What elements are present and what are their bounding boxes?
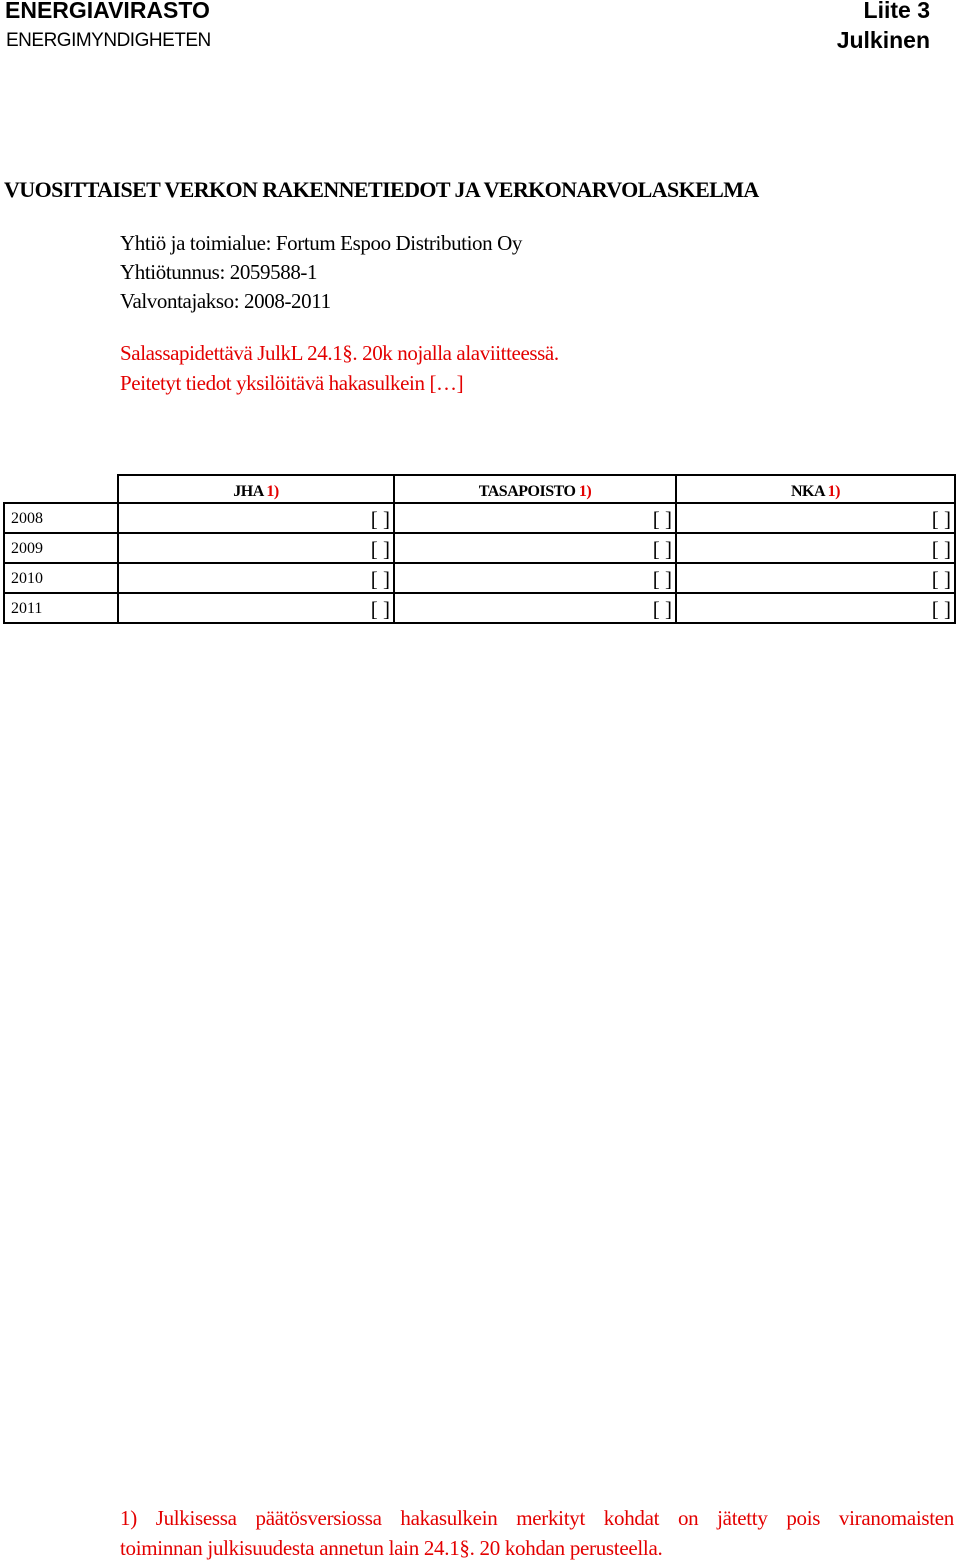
business-id-line: Yhtiötunnus: 2059588-1 [120,260,318,284]
row-year: 2009 [4,533,118,563]
period-line: Valvontajakso: 2008-2011 [120,289,331,313]
table-cell: [ ] [394,503,676,533]
table-cell: [ ] [676,593,955,623]
row-year: 2010 [4,563,118,593]
table-cell: [ ] [118,563,394,593]
footnote-line-1: 1) Julkisessa päätösversiossa hakasulkein merkityt kohdat on jätetty pois viranomaisten [120,1506,954,1530]
company-line: Yhtiö ja toimialue: Fortum Espoo Distribution Oy [120,231,522,255]
table-cell: [ ] [394,533,676,563]
attachment-label: Liite 3 [863,0,930,23]
row-year: 2008 [4,503,118,533]
row-year: 2011 [4,593,118,623]
table-cell: [ ] [676,533,955,563]
table-cell: [ ] [118,593,394,623]
org-name-sv: ENERGIMYNDIGHETEN [6,30,211,51]
classification-label: Julkinen [836,27,930,53]
table-row [4,593,955,623]
org-name-fi: ENERGIAVIRASTO [5,0,210,23]
confidential-note-1: Salassapidettävä JulkL 24.1§. 20k nojalla alaviitteessä. [120,341,559,365]
document-title: VUOSITTAISET VERKON RAKENNETIEDOT JA VERKONARVOLASKELMA [4,177,759,202]
table-cell: [ ] [676,563,955,593]
column-footnote-marker: 1) [266,483,279,500]
table-corner-cell [4,475,118,503]
table-row [4,533,955,563]
table-cell: [ ] [118,503,394,533]
column-header-nka [676,475,955,503]
column-label: NKA [791,483,825,500]
network-value-table [3,474,956,624]
table-cell: [ ] [118,533,394,563]
table-cell: [ ] [676,503,955,533]
column-header-jha [118,475,394,503]
column-label: TASAPOISTO [478,483,576,500]
table-cell: [ ] [394,593,676,623]
table-row [4,503,955,533]
table-cell: [ ] [394,563,676,593]
column-label: JHA [233,483,263,500]
footnote-line-2: toiminnan julkisuudesta annetun lain 24.1§. 20 kohdan perusteella. [120,1536,663,1560]
column-header-tasapoisto [394,475,676,503]
confidential-note-2: Peitetyt tiedot yksilöitävä hakasulkein […] [120,371,464,395]
column-footnote-marker: 1) [827,483,840,500]
table-row [4,563,955,593]
column-footnote-marker: 1) [578,483,592,500]
table-header-row [4,475,955,503]
